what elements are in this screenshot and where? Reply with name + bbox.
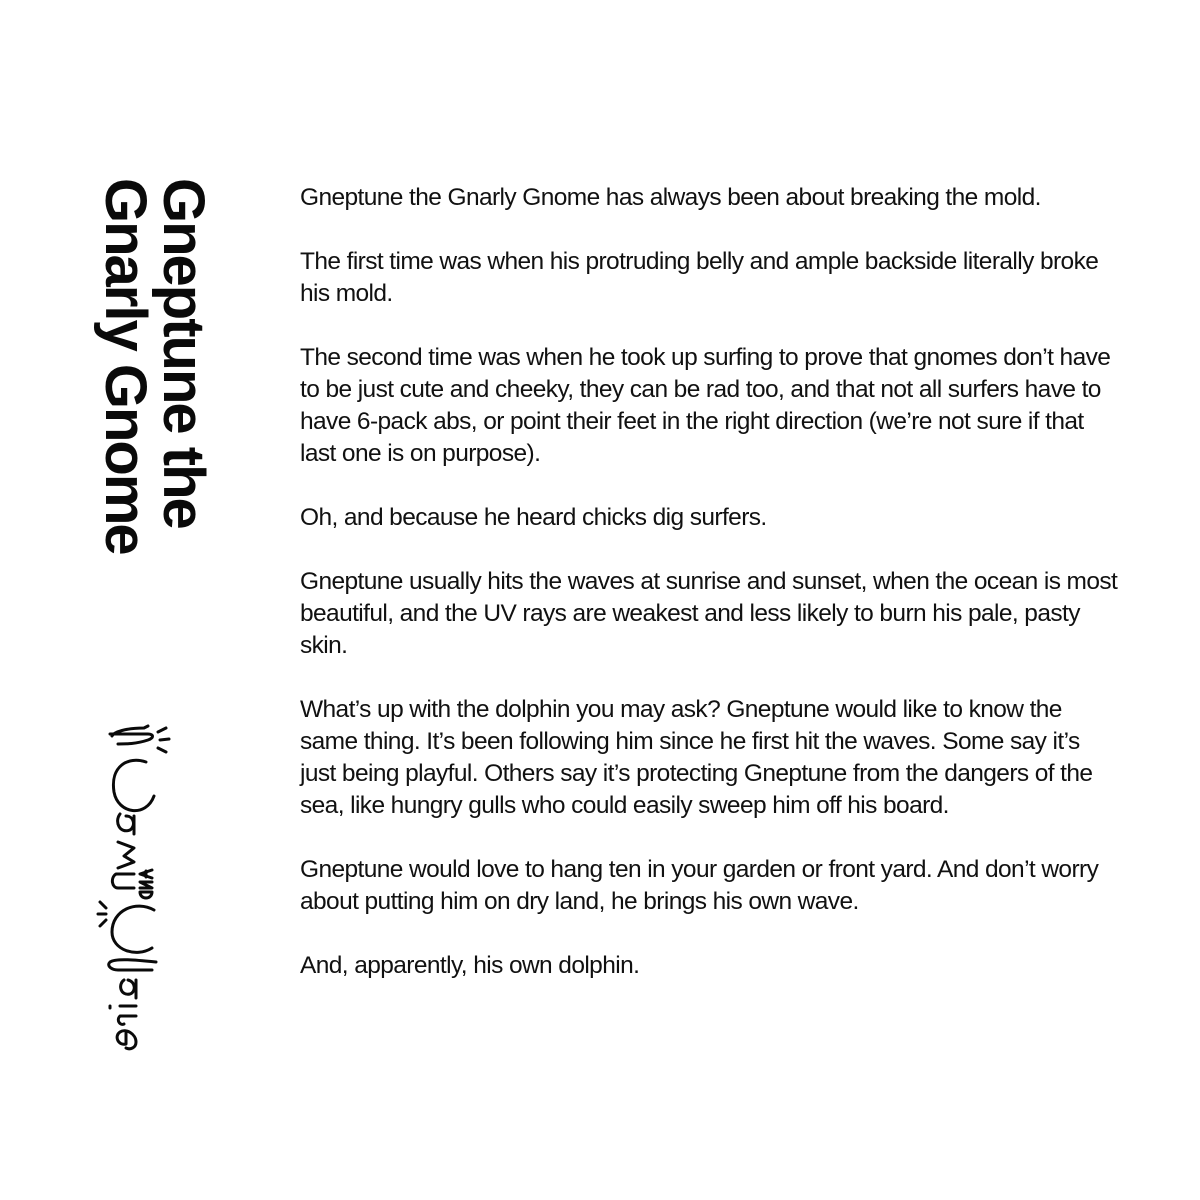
paragraph-1: Gneptune the Gnarly Gnome has always been about breaking the mold. [300,184,1041,211]
title-line-1: Gneptune the [151,178,216,528]
paragraph-8: And, apparently, his own dolphin. [300,952,640,979]
rotated-title-block [92,178,216,638]
brand-logo [96,722,176,1052]
title-line-2: Gnarly Gnome [93,178,158,554]
dawn-and-claire-logo-icon [96,722,176,1052]
page-title [92,178,216,638]
paragraph-3: The second time was when he took up surfing to prove that gnomes don’t have to be just cute and cheeky, they can be rad too, and that not all surfers have to have 6-pack abs, or point their feet in the right direction (we’re not sure if that last one is on purpose). [300,344,1111,467]
paragraph-2: The first time was when his protruding belly and ample backside literally broke his mold. [300,248,1099,307]
description-body [300,182,1120,982]
paragraph-6: What’s up with the dolphin you may ask? Gneptune would like to know the same thing. It’s been following him since he first hit the waves. Some say it’s just being playful. Others say it’s protecting Gneptune from the dangers of the sea, like hungry gulls who could easily sweep him off his board. [300,696,1093,819]
paragraph-4: Oh, and because he heard chicks dig surfers. [300,504,767,531]
paragraph-5: Gneptune usually hits the waves at sunrise and sunset, when the ocean is most beautiful, and the UV rays are weakest and less likely to burn his pale, pasty skin. [300,568,1118,659]
paragraph-7: Gneptune would love to hang ten in your garden or front yard. And don’t worry about putting him on dry land, he brings his own wave. [300,856,1099,915]
